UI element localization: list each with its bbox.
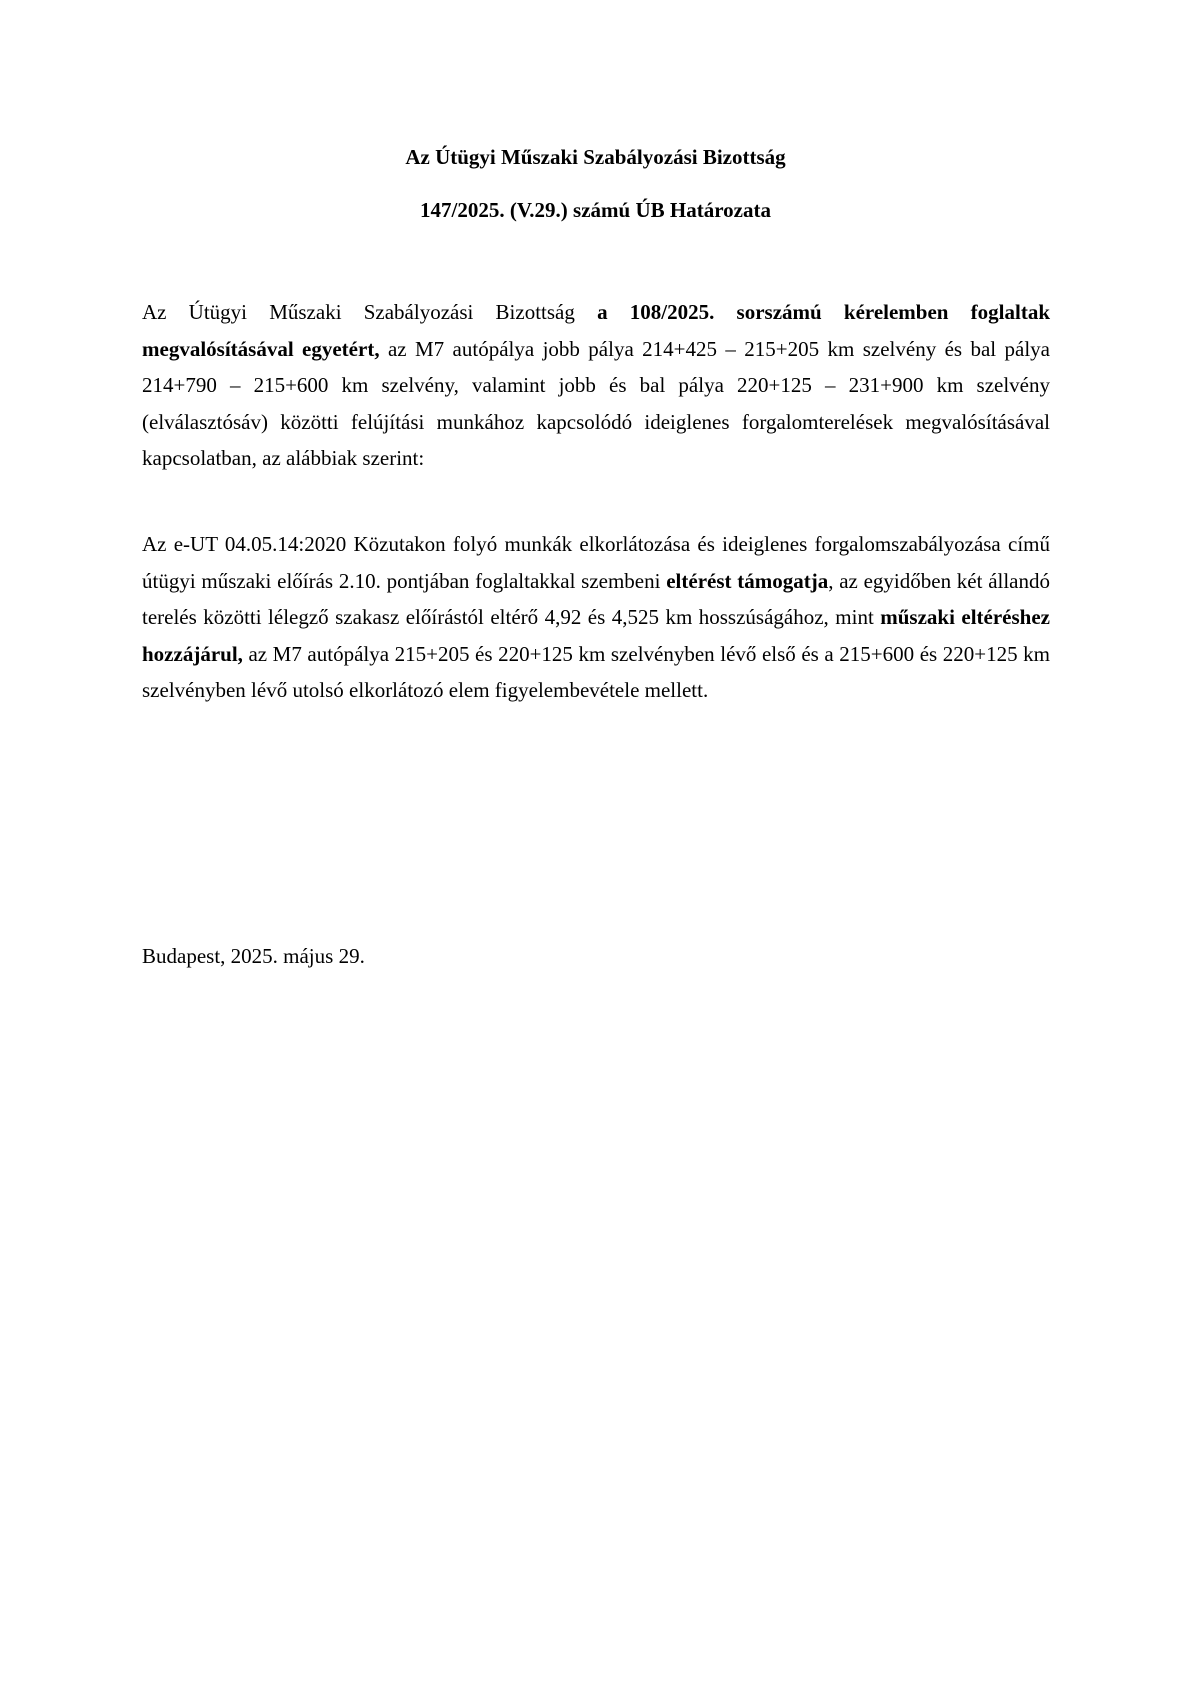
paragraph2-text-3: az M7 autópálya 215+205 és 220+125 km szelvényben lévő első és a 215+600 és 220+125 km szelvényben lévő utolsó elkorlátozó elem figyelembevétele mellett.	[142, 641, 1050, 702]
paragraph2-bold-support: eltérést támogatja	[666, 568, 829, 593]
document-heading-committee: Az Útügyi Műszaki Szabályozási Bizottság	[405, 145, 786, 169]
resolution-paragraph-1	[142, 294, 1050, 477]
document-heading-resolution-number: 147/2025. (V.29.) számú ÚB Határozata	[420, 198, 771, 222]
paragraph2-text-1: Az e-UT 04.05.14:2020 Közutakon folyó munkák elkorlátozása és ideiglenes forgalomszabályozása című útügyi műszaki előírás 2.10. pontjában foglaltakkal szembeni	[142, 532, 1050, 593]
place-and-date: Budapest, 2025. május 29.	[142, 944, 365, 968]
resolution-paragraph-2	[142, 526, 1050, 709]
paragraph1-text-2: az M7 autópálya jobb pálya 214+425 – 215+205 km szelvény és bal pálya 214+790 – 215+600 km szelvény, valamint jobb és bal pálya 220+125 – 231+900 km szelvény (elválasztósáv) közötti felújítási munkához kapcsolódó ideiglenes forgalomterelések megvalósításával kapcsolatban, az alábbiak szerint:	[142, 336, 1050, 470]
paragraph1-bold-agreement: a 108/2025. sorszámú kérelemben foglaltak megvalósításával egyetért,	[142, 300, 1051, 361]
paragraph2-bold-consent: műszaki eltéréshez hozzájárul,	[142, 605, 1050, 666]
paragraph1-text-1: Az Útügyi Műszaki Szabályozási Bizottság	[142, 300, 598, 324]
paragraph2-text-2: , az egyidőben két állandó terelés közötti lélegző szakasz előírástól eltérő 4,92 és 4,525 km hosszúságához, mint	[142, 568, 1051, 629]
